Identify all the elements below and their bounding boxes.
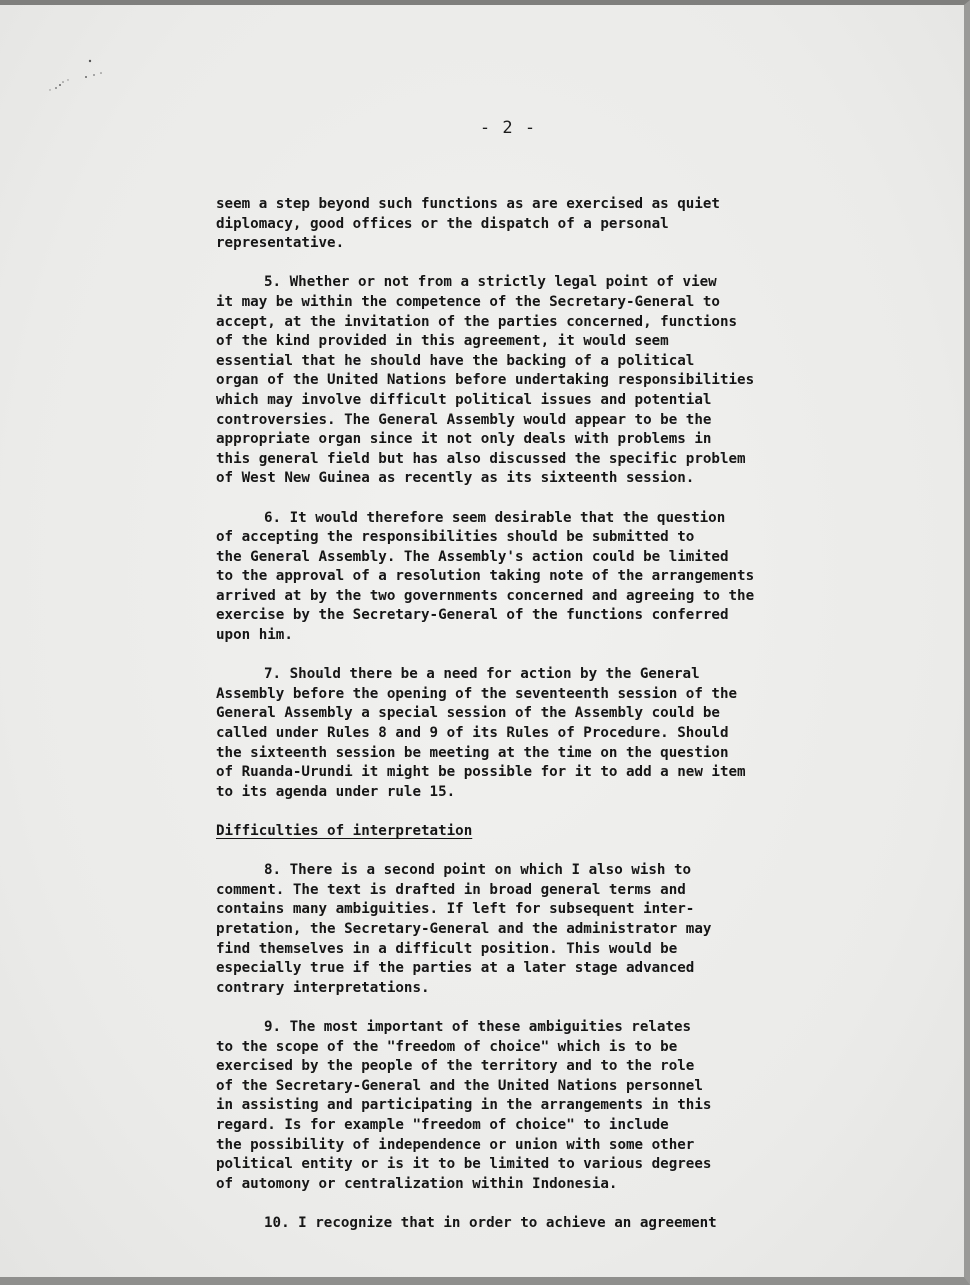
paragraph-text: seem a step beyond such functions as are exercised as quiet diplomacy, good offices or the dispatch of a personal representative. [216, 196, 720, 252]
paragraph-number: 6. [264, 509, 282, 526]
paragraph-text: Whether or not from a strictly legal point of view it may be within the competence of the Secretary-General to accept, at the invitation of the parties concerned, functions of the kind provided in this agreement, it would seem essential that he should have the backing of a political organ of the United Nations before undertaking responsibilities which may involve difficult political issues and potential controversies. The General Assembly would appear to be the appropriate organ since it not only deals with problems in this general field but has also discussed the specific problem of West New Guinea as recently as its sixteenth session. [216, 274, 755, 487]
paragraph-7 [216, 665, 856, 802]
scan-specks [38, 55, 118, 100]
paragraph-number: 5. [264, 274, 282, 291]
paragraph-text: The most important of these ambiguities relates to the scope of the "freedom of choice" which is to be exercised by the people of the territory and to the role of the Secretary-General and the United Nations personnel in assisting and participating in the arrangements in this regard. Is for example "freedom of choice" to include the possibility of independence or union with some other political entity or is it to be limited to various degrees of automony or centralization within Indonesia. [216, 1018, 712, 1192]
paragraph-10 [216, 1214, 856, 1234]
paragraph-number: 7. [264, 666, 282, 683]
paragraph-5 [216, 273, 856, 489]
paragraph-6 [216, 509, 856, 646]
paragraph-text: Should there be a need for action by the General Assembly before the opening of the seventeenth session of the General Assembly a special session of the Assembly could be called under Rules 8 and 9 of its Rules of Procedure. Should the sixteenth session be meeting at the time on the question of Ruanda-Urundi it might be possible for it to add a new item to its agenda under rule 15. [216, 666, 746, 800]
page-number: - 2 - [479, 118, 537, 138]
paragraph-text: It would therefore seem desirable that the question of accepting the responsibilities should be submitted to the General Assembly. The Assembly's action could be limited to the approval of a resolution taking note of the arrangements arrived at by the two governments concerned and agreeing to the exercise by the Secretary-General of the functions conferred upon him. [216, 509, 755, 644]
paragraph-8 [216, 861, 856, 998]
paragraph-number: 8. [264, 862, 282, 879]
paragraph-number: 10. [264, 1214, 290, 1231]
paragraph-continuation [216, 195, 856, 254]
document-body [216, 195, 856, 1253]
paragraph-text: I recognize that in order to achieve an agreement [298, 1214, 717, 1231]
paragraph-text: There is a second point on which I also wish to comment. The text is drafted in broad general terms and contains many ambiguities. If left for subsequent inter- pretation, the Secretary-General and the administrator may find themselves in a difficult position. This would be especially true if the parties at a later stage advanced contrary interpretations. [216, 862, 712, 996]
paragraph-9 [216, 1018, 856, 1194]
section-heading: Difficulties of interpretation [216, 823, 473, 839]
paragraph-number: 9. [264, 1018, 282, 1035]
